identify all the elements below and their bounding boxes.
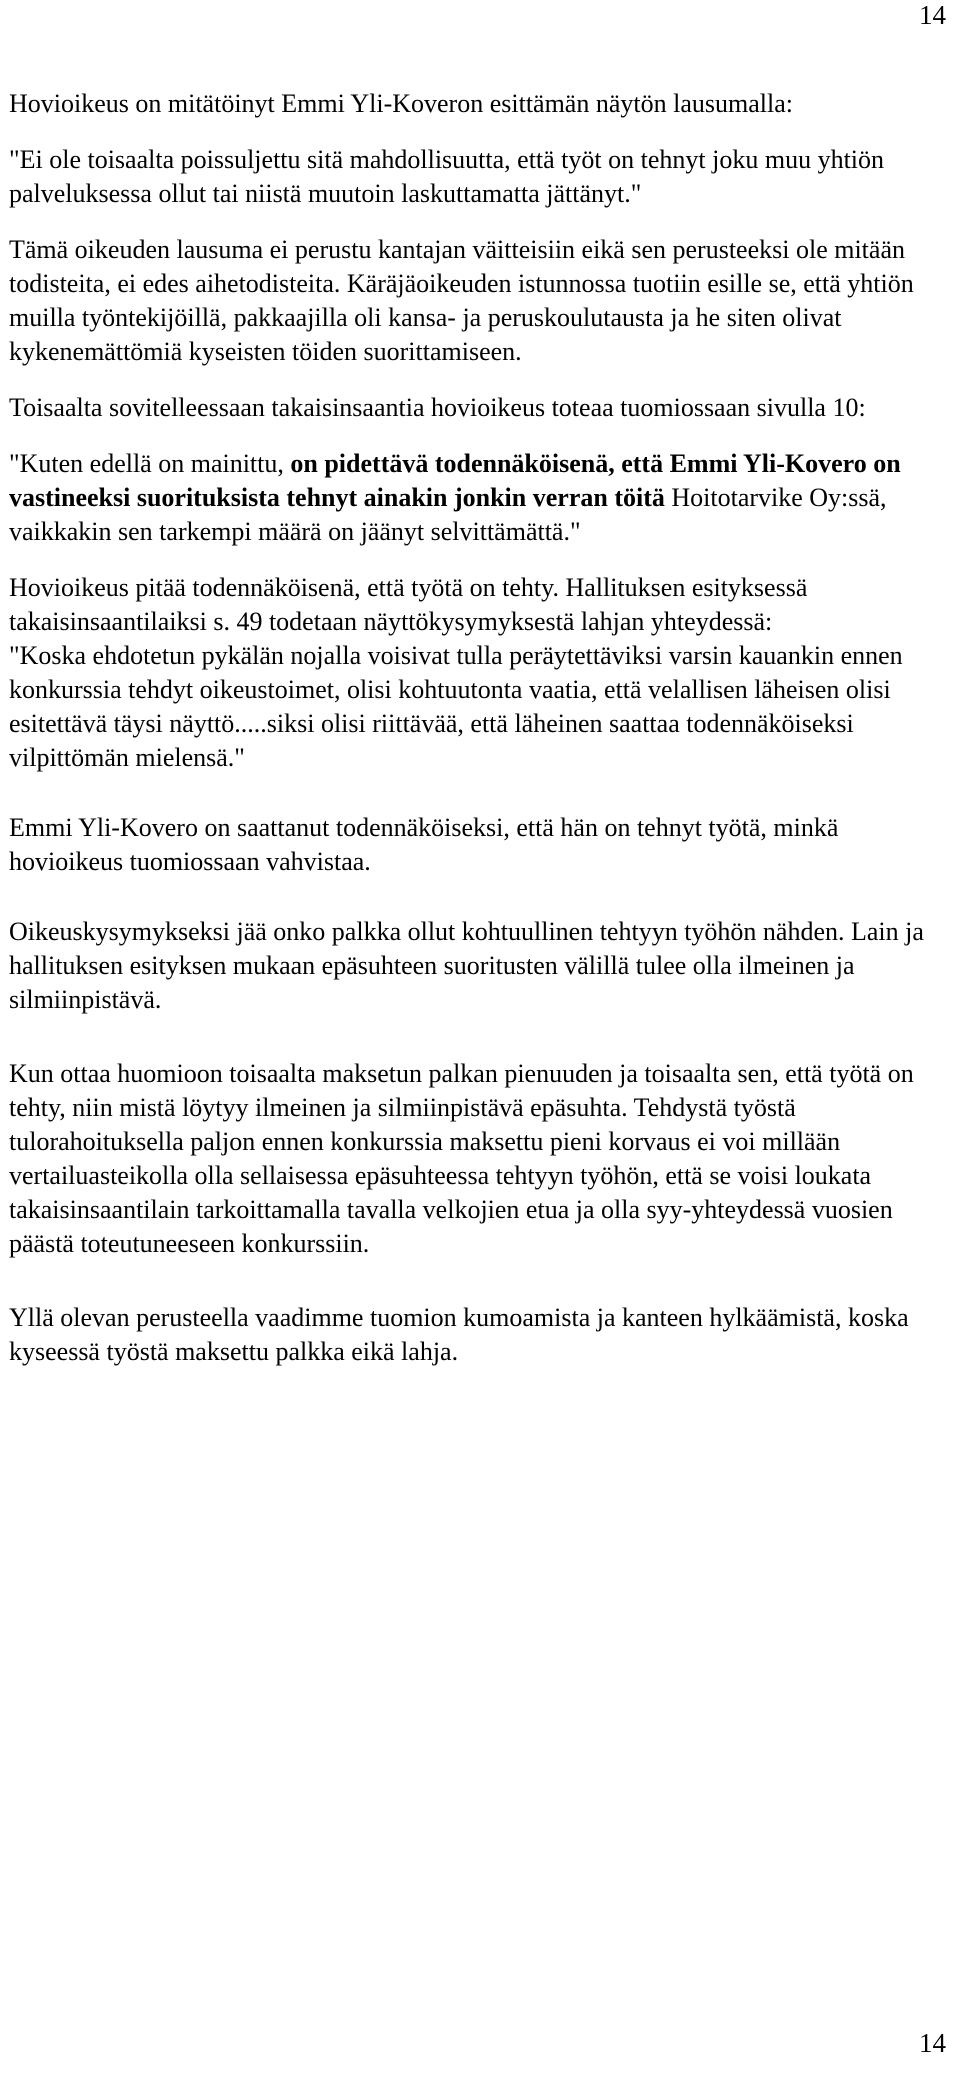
paragraph-9: Oikeuskysymykseksi jää onko palkka ollut kohtuullinen tehtyyn työhön nähden. Lain ja hallituksen esityksen mukaan epäsuhteen suoritusten välillä tulee olla ilmeinen ja silmiinpistävä. [9,917,924,1014]
paragraph-11: Yllä olevan perusteella vaadimme tuomion kumoamista ja kanteen hylkäämistä, koska kyseessä työstä maksettu palkka eikä lahja. [9,1303,909,1366]
quote-3: "Koska ehdotetun pykälän nojalla voisivat tulla peräytettäviksi varsin kauankin ennen konkurssia tehdyt oikeustoimet, olisi kohtuutonta vaatia, että velallisen läheisen olisi esitettävä täysi näyttö.....siksi olisi riittävää, että läheinen saattaa todennäköiseksi vilpittömän mielensä." [9,641,903,772]
paragraph-4: Toisaalta sovitelleessaan takaisinsaantia hovioikeus toteaa tuomiossaan sivulla 10: [9,393,866,422]
quote-2-bold: on pidettävä todennäköisenä, että Emmi Yli-Kovero on vastineeksi suorituksista tehnyt ainakin jonkin verran töitä [9,449,901,512]
paragraph-6: Hovioikeus pitää todennäköisenä, että työtä on tehty. Hallituksen esityksessä takaisinsaantilaiksi s. 49 todetaan näyttökysymyksestä lahjan yhteydessä: [9,573,808,636]
document-body [9,87,949,1369]
page-number-top: 14 [919,0,946,30]
quote-1: "Ei ole toisaalta poissuljettu sitä mahdollisuutta, että työt on tehnyt joku muu yhtiön palveluksessa ollut tai niistä muutoin laskuttamatta jättänyt." [9,145,885,208]
paragraph-3: Tämä oikeuden lausuma ei perustu kantajan väitteisiin eikä sen perusteeksi ole mitään todisteita, ei edes aihetodisteita. Käräjäoikeuden istunnossa tuotiin esille se, että yhtiön muilla työntekijöillä, pakkaajilla oli kansa- ja peruskoulutausta ja he siten olivat kykenemättömiä kyseisten töiden suorittamiseen. [9,235,914,366]
quote-2-end: Hoitotarvike Oy:ssä, vaikkakin sen tarkempi määrä on jäänyt selvittämättä." [9,483,887,546]
paragraph-1: Hovioikeus on mitätöinyt Emmi Yli-Koveron esittämän näytön lausumalla: [9,89,793,118]
quote-2-start: "Kuten edellä on mainittu, [9,449,291,478]
page-number-bottom: 14 [919,2028,946,2058]
paragraph-10: Kun ottaa huomioon toisaalta maksetun palkan pienuuden ja toisaalta sen, että työtä on tehty, niin mistä löytyy ilmeinen ja silmiinpistävä epäsuhta. Tehdystä työstä tulorahoituksella paljon ennen konkurssia maksettu pieni korvaus ei voi millään vertailuasteikolla olla sellaisessa epäsuhteessa tehtyyn työhön, että se voisi loukata takaisinsaantilain tarkoittamalla tavalla velkojien etua ja olla syy-yhteydessä vuosien päästä toteutuneeseen konkurssiin. [9,1059,914,1258]
quote-2 [9,447,949,549]
paragraph-8: Emmi Yli-Kovero on saattanut todennäköiseksi, että hän on tehnyt työtä, minkä hovioikeus tuomiossaan vahvistaa. [9,813,839,876]
